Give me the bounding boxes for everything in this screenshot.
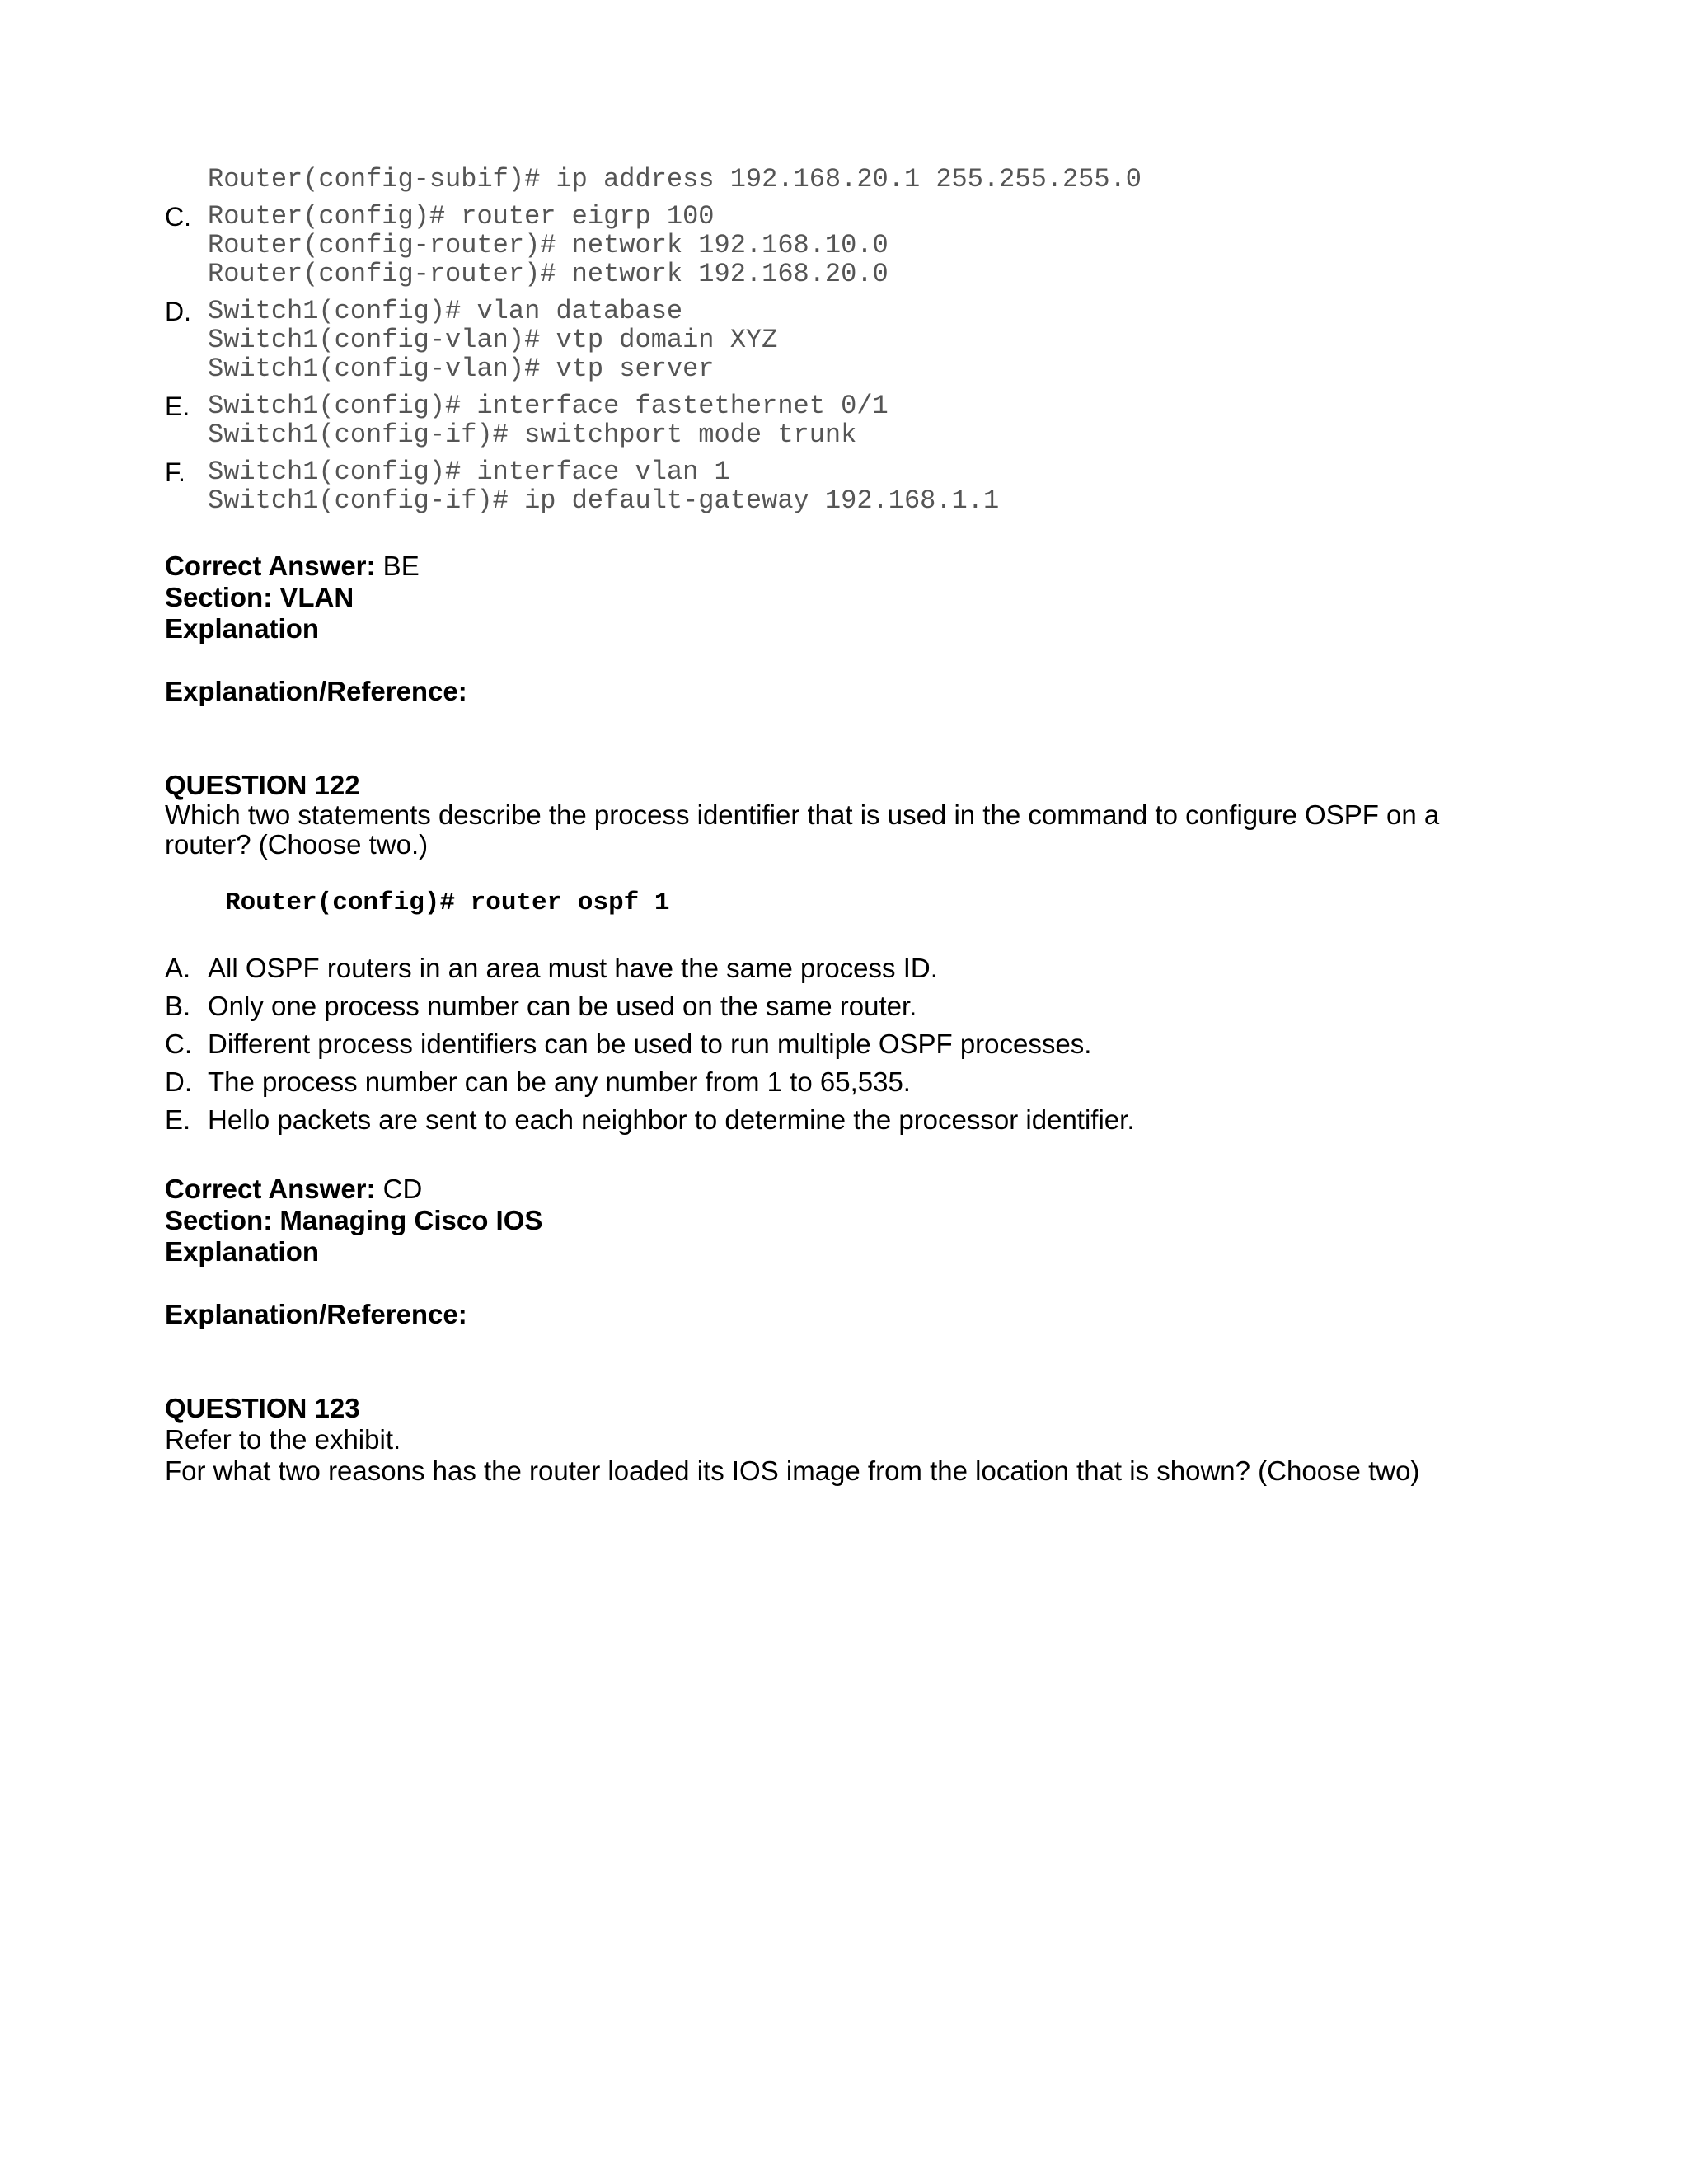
code-line: Router(config-router)# network 192.168.10.0 [208, 230, 889, 260]
option-letter: E. [165, 391, 190, 421]
option-letter: C. [165, 202, 191, 232]
code-line: Switch1(config-vlan)# vtp server [208, 354, 715, 384]
correct-answer [165, 1174, 422, 1205]
option-f [165, 457, 999, 515]
choice-text: Hello packets are sent to each neighbor to determine the processor identifier. [208, 1104, 1135, 1135]
code-line: Switch1(config-vlan)# vtp domain XYZ [208, 325, 778, 355]
option-b-tail [165, 165, 1142, 194]
choice-letter: C. [165, 1029, 192, 1059]
code-line: Switch1(config)# interface fastethernet 0/1 [208, 391, 889, 421]
option-c [165, 202, 889, 288]
choice-text: The process number can be any number from 1 to 65,535. [208, 1066, 911, 1097]
correct-answer-value: CD [375, 1174, 423, 1204]
code-line: Router(config)# router eigrp 100 [208, 201, 715, 232]
question-text: Refer to the exhibit. [165, 1424, 401, 1455]
code-line: Switch1(config-if)# switchport mode trunk [208, 419, 857, 450]
section-label: Section: VLAN [165, 582, 354, 612]
question-text: For what two reasons has the router loaded its IOS image from the location that is shown? (Choose two) [165, 1455, 1420, 1486]
option-letter: D. [165, 297, 191, 326]
explanation-reference-heading: Explanation/Reference: [165, 676, 467, 706]
question-text: Which two statements describe the process identifier that is used in the command to configure OSPF on a [165, 799, 1440, 830]
question-title: QUESTION 122 [165, 770, 360, 800]
choice-letter: D. [165, 1066, 192, 1097]
code-line: Switch1(config-if)# ip default-gateway 192.168.1.1 [208, 485, 1000, 516]
correct-answer-value: BE [375, 551, 420, 581]
answer-choice [165, 991, 917, 1022]
choice-letter: E. [165, 1104, 191, 1135]
answer-choice [165, 1104, 1134, 1136]
explanation-heading: Explanation [165, 613, 320, 644]
choice-letter: B. [165, 991, 191, 1021]
command-exhibit: Router(config)# router ospf 1 [225, 888, 670, 917]
correct-answer-label: Correct Answer: [165, 1174, 376, 1204]
option-letter: F. [165, 457, 185, 487]
code-line: Switch1(config)# interface vlan 1 [208, 457, 730, 487]
answer-choice [165, 1066, 911, 1098]
option-d [165, 297, 777, 383]
question-title: QUESTION 123 [165, 1393, 360, 1423]
section-label: Section: Managing Cisco IOS [165, 1205, 543, 1235]
option-e [165, 391, 889, 449]
answer-choice [165, 953, 938, 984]
answer-choice [165, 1029, 1091, 1060]
choice-text: Different process identifiers can be used to run multiple OSPF processes. [208, 1029, 1092, 1059]
explanation-reference-heading: Explanation/Reference: [165, 1299, 467, 1329]
choice-text: All OSPF routers in an area must have the same process ID. [208, 953, 938, 983]
code-line: Router(config-subif)# ip address 192.168.20.1 255.255.255.0 [208, 164, 1142, 194]
correct-answer-label: Correct Answer: [165, 551, 376, 581]
code-line: Switch1(config)# vlan database [208, 296, 683, 326]
code-line: Router(config-router)# network 192.168.20.0 [208, 259, 889, 289]
explanation-heading: Explanation [165, 1236, 320, 1267]
choice-text: Only one process number can be used on the same router. [208, 991, 917, 1021]
choice-letter: A. [165, 953, 191, 983]
question-text: router? (Choose two.) [165, 829, 429, 860]
correct-answer [165, 551, 420, 582]
